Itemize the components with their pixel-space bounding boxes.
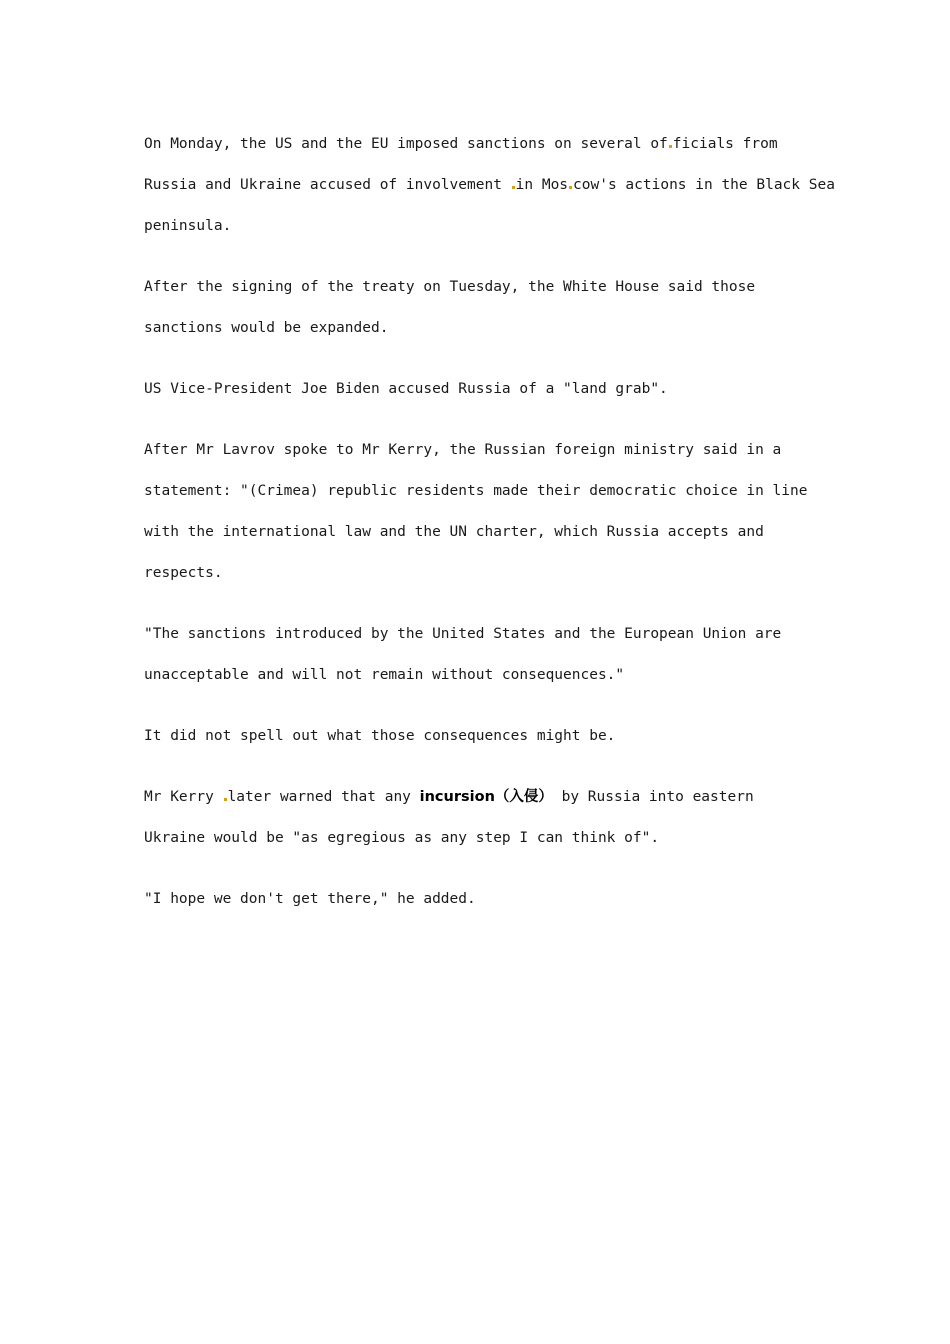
text-line: On Monday, the US and the EU imposed sanctions on several of ficials from xyxy=(144,136,778,152)
text-line: After Mr Lavrov spoke to Mr Kerry, the Russian foreign ministry said in a xyxy=(144,442,782,458)
text-line: Russia and Ukraine accused of involvement in Mos cow's actions in the Black Sea xyxy=(144,177,835,193)
paragraph-kerry-warning xyxy=(144,777,816,859)
paragraph-hope xyxy=(144,879,816,920)
text-line: respects. xyxy=(144,565,223,581)
article-body xyxy=(144,124,835,940)
edit-mark-icon xyxy=(569,186,572,189)
paragraph-consequences xyxy=(144,716,816,757)
text-line: with the international law and the UN charter, which Russia accepts and xyxy=(144,524,764,540)
text-line: "I hope we don't get there," he added. xyxy=(144,891,476,907)
text-line: peninsula. xyxy=(144,218,232,234)
text-line: sanctions would be expanded. xyxy=(144,320,389,336)
edit-mark-icon xyxy=(512,186,515,189)
edit-mark-icon xyxy=(669,145,672,148)
text-line: unacceptable and will not remain without consequences." xyxy=(144,667,625,683)
text-line: Ukraine would be "as egregious as any step I can think of". xyxy=(144,830,660,846)
text-line: "The sanctions introduced by the United States and the European Union are xyxy=(144,626,782,642)
paragraph-treaty-signing xyxy=(144,267,816,349)
text-line: It did not spell out what those consequences might be. xyxy=(144,728,616,744)
text-line: statement: "(Crimea) republic residents made their democratic choice in line xyxy=(144,483,808,499)
paragraph-lavrov-statement xyxy=(144,430,816,594)
text-line: Mr Kerry later warned that any incursion（入侵） by Russia into eastern xyxy=(144,789,754,805)
paragraph-sanctions-monday xyxy=(144,124,835,247)
vocabulary-term: incursion（入侵） xyxy=(419,789,553,805)
edit-mark-icon xyxy=(224,798,227,801)
text-line: US Vice-President Joe Biden accused Russia of a "land grab". xyxy=(144,381,668,397)
paragraph-sanctions-quote xyxy=(144,614,816,696)
paragraph-biden xyxy=(144,369,816,410)
text-line: After the signing of the treaty on Tuesday, the White House said those xyxy=(144,279,756,295)
